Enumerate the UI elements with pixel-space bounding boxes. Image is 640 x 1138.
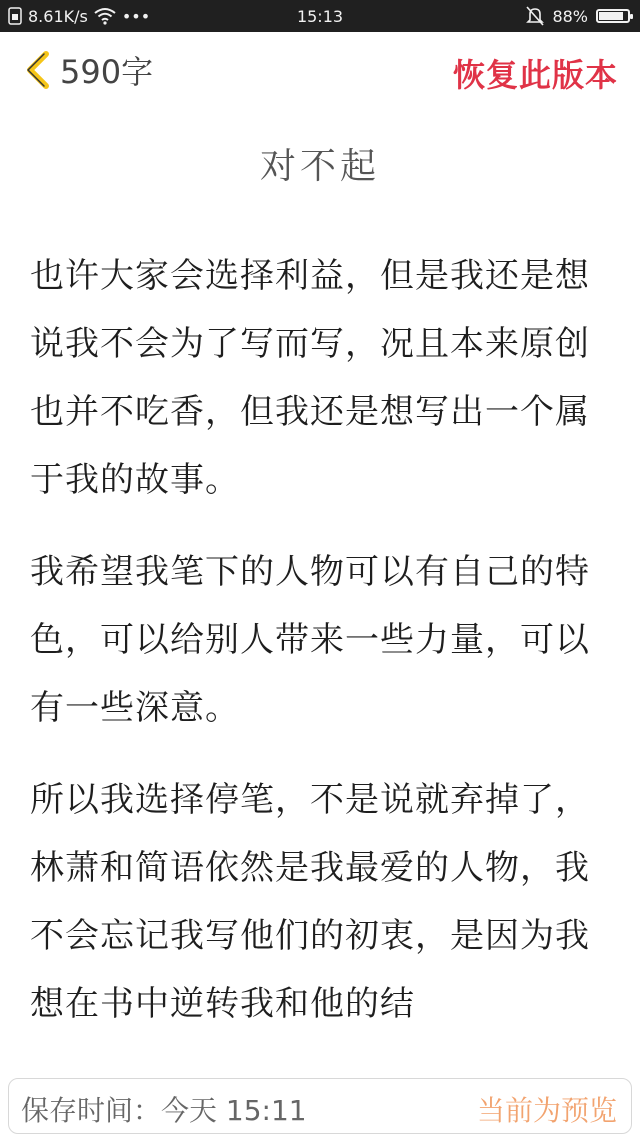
bottom-bar xyxy=(8,1078,632,1134)
paragraph: 我希望我笔下的人物可以有自己的特色，可以给别人带来一些力量，可以有一些深意。 xyxy=(30,552,590,728)
battery-fill xyxy=(599,12,623,20)
mute-bell-icon xyxy=(526,6,544,26)
restore-version-button[interactable]: 恢复此版本 xyxy=(452,56,618,94)
status-left xyxy=(8,0,150,32)
battery-percent: 88% xyxy=(552,6,588,26)
status-time: 15:13 xyxy=(296,6,344,26)
status-bar xyxy=(0,0,640,32)
network-speed: 8.61K/s xyxy=(28,6,88,26)
back-button[interactable] xyxy=(22,48,153,92)
sim-icon xyxy=(8,7,22,25)
preview-status: 当前为预览 xyxy=(476,1094,617,1127)
save-time: 保存时间：今天 15:11 xyxy=(21,1094,307,1127)
paragraph: 也许大家会选择利益，但是我还是想说我不会为了写而写，况且本来原创也并不吃香，但我还是想写出一个属于我的故事。 xyxy=(30,256,590,500)
word-count: 590字 xyxy=(60,53,154,91)
document-body xyxy=(30,242,615,1062)
battery-icon xyxy=(596,9,630,23)
more-dots: ••• xyxy=(121,6,151,26)
paragraph: 所以我选择停笔，不是说就弃掉了，林萧和简语依然是我最爱的人物，我不会忘记我写他们的初衷，是因为我想在书中逆转我和他的结 xyxy=(30,780,590,1024)
document-title: 对不起 xyxy=(259,146,380,187)
top-bar xyxy=(0,32,640,108)
status-right xyxy=(526,0,630,32)
wifi-icon xyxy=(94,7,116,25)
chevron-left-icon xyxy=(22,50,52,90)
